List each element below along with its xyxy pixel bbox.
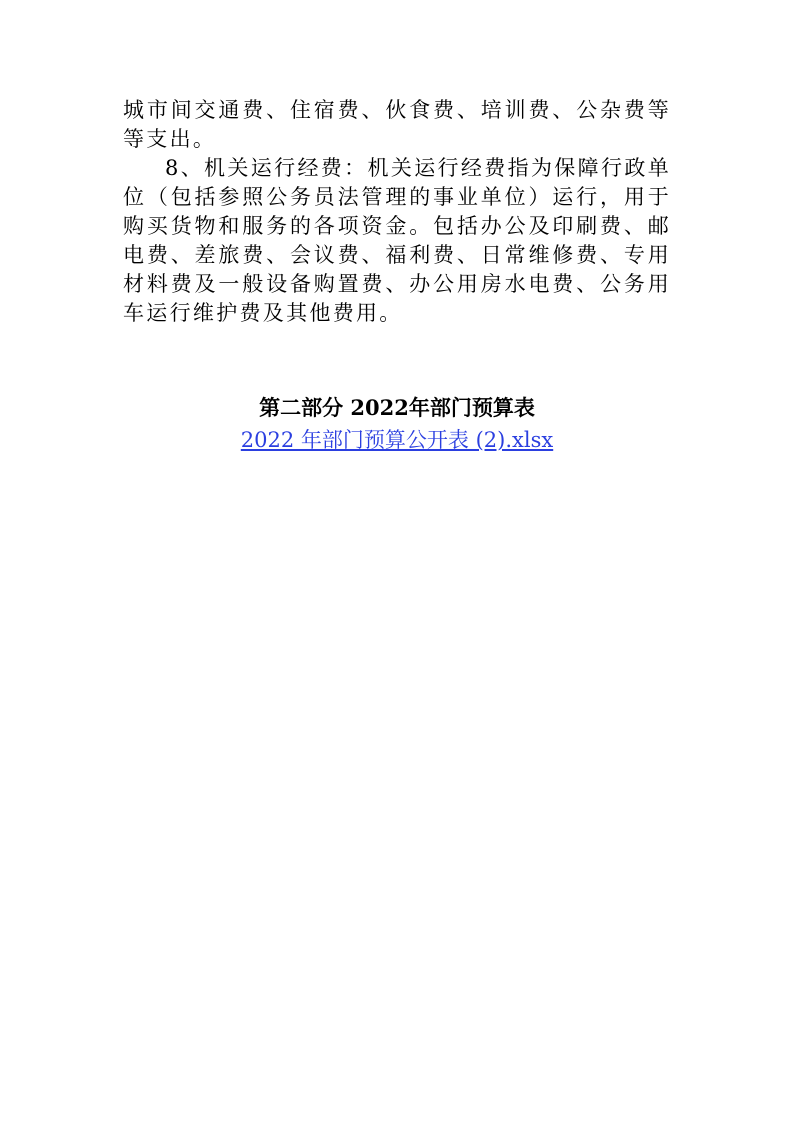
body-text <box>123 96 671 328</box>
paragraph-operating-expenses: 8、机关运行经费：机关运行经费指为保障行政单位（包括参照公务员法管理的事业单位）运行，用于购买货物和服务的各项资金。包括办公及印刷费、邮电费、差旅费、会议费、福利费、日常维修费、专用材料费及一般设备购置费、办公用房水电费、公务用车运行维护费及其他费用。 <box>123 156 671 325</box>
paragraph-continued: 城市间交通费、住宿费、伙食费、培训费、公杂费等等支出。 <box>123 98 671 151</box>
attachment-link-line <box>0 426 794 454</box>
section-heading: 第二部分 2022年部门预算表 <box>259 395 535 420</box>
attachment-link[interactable]: 2022 年部门预算公开表 (2).xlsx <box>240 428 554 452</box>
